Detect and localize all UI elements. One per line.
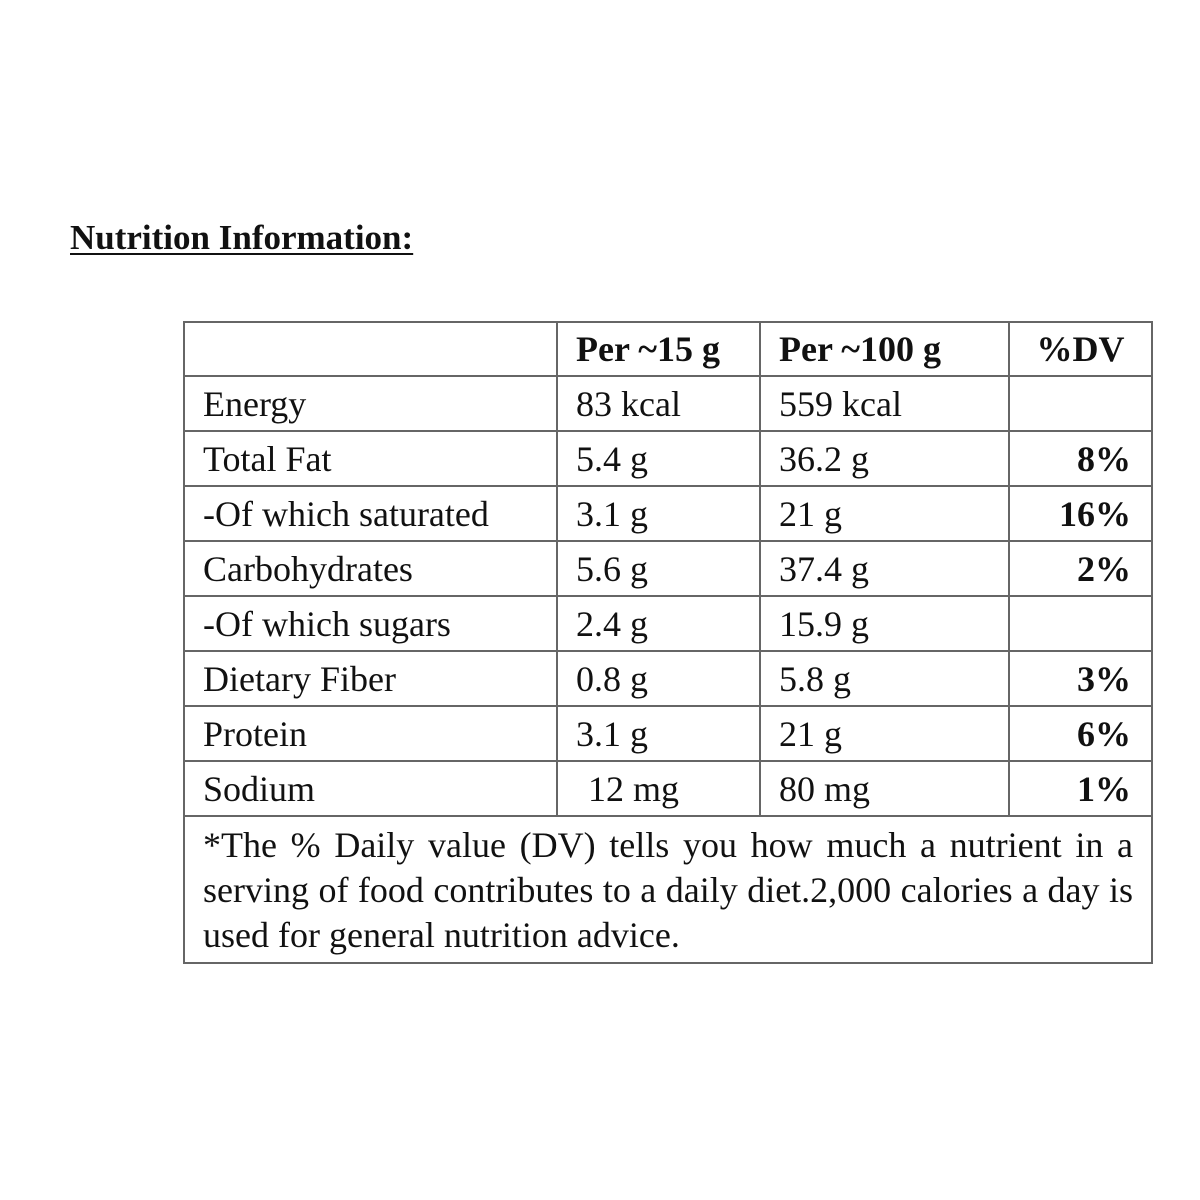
footnote-row <box>184 816 1152 963</box>
table-row <box>184 651 1152 706</box>
per-15g-cell: 3.1 g <box>557 486 760 541</box>
page-title: Nutrition Information: <box>70 218 414 257</box>
table-row <box>184 706 1152 761</box>
per-100g-cell: 80 mg <box>760 761 1009 816</box>
table-row <box>184 596 1152 651</box>
header-per-100g: Per ~100 g <box>760 322 1009 376</box>
nutrient-cell: Total Fat <box>184 431 557 486</box>
nutrient-cell: Dietary Fiber <box>184 651 557 706</box>
per-100g-cell: 36.2 g <box>760 431 1009 486</box>
table-row <box>184 761 1152 816</box>
per-100g-cell: 5.8 g <box>760 651 1009 706</box>
table-row <box>184 486 1152 541</box>
nutrient-cell: -Of which sugars <box>184 596 557 651</box>
per-100g-cell: 21 g <box>760 486 1009 541</box>
nutrient-cell: -Of which saturated <box>184 486 557 541</box>
per-100g-cell: 37.4 g <box>760 541 1009 596</box>
dv-cell: 8% <box>1009 431 1152 486</box>
dv-cell: 2% <box>1009 541 1152 596</box>
header-dv: %DV <box>1009 322 1152 376</box>
dv-cell: 3% <box>1009 651 1152 706</box>
dv-cell: 6% <box>1009 706 1152 761</box>
nutrient-cell: Carbohydrates <box>184 541 557 596</box>
footnote: *The % Daily value (DV) tells you how much a nutrient in a serving of food contributes to a daily diet.2,000 calories a day is used for general nutrition advice. <box>184 816 1152 963</box>
dv-cell <box>1009 596 1152 651</box>
dv-cell: 1% <box>1009 761 1152 816</box>
per-100g-cell: 21 g <box>760 706 1009 761</box>
nutrient-cell: Sodium <box>184 761 557 816</box>
nutrient-cell: Energy <box>184 376 557 431</box>
per-15g-cell: 5.6 g <box>557 541 760 596</box>
dv-cell: 16% <box>1009 486 1152 541</box>
table-header-row <box>184 322 1152 376</box>
dv-cell <box>1009 376 1152 431</box>
table-row <box>184 431 1152 486</box>
per-100g-cell: 15.9 g <box>760 596 1009 651</box>
nutrient-cell: Protein <box>184 706 557 761</box>
per-15g-cell: 0.8 g <box>557 651 760 706</box>
per-15g-cell: 2.4 g <box>557 596 760 651</box>
per-15g-cell: 12 mg <box>557 761 760 816</box>
per-15g-cell: 3.1 g <box>557 706 760 761</box>
per-100g-cell: 559 kcal <box>760 376 1009 431</box>
nutrition-table <box>183 321 1153 964</box>
per-15g-cell: 83 kcal <box>557 376 760 431</box>
header-per-15g: Per ~15 g <box>557 322 760 376</box>
per-15g-cell: 5.4 g <box>557 431 760 486</box>
table-row <box>184 376 1152 431</box>
table-row <box>184 541 1152 596</box>
header-nutrient <box>184 322 557 376</box>
